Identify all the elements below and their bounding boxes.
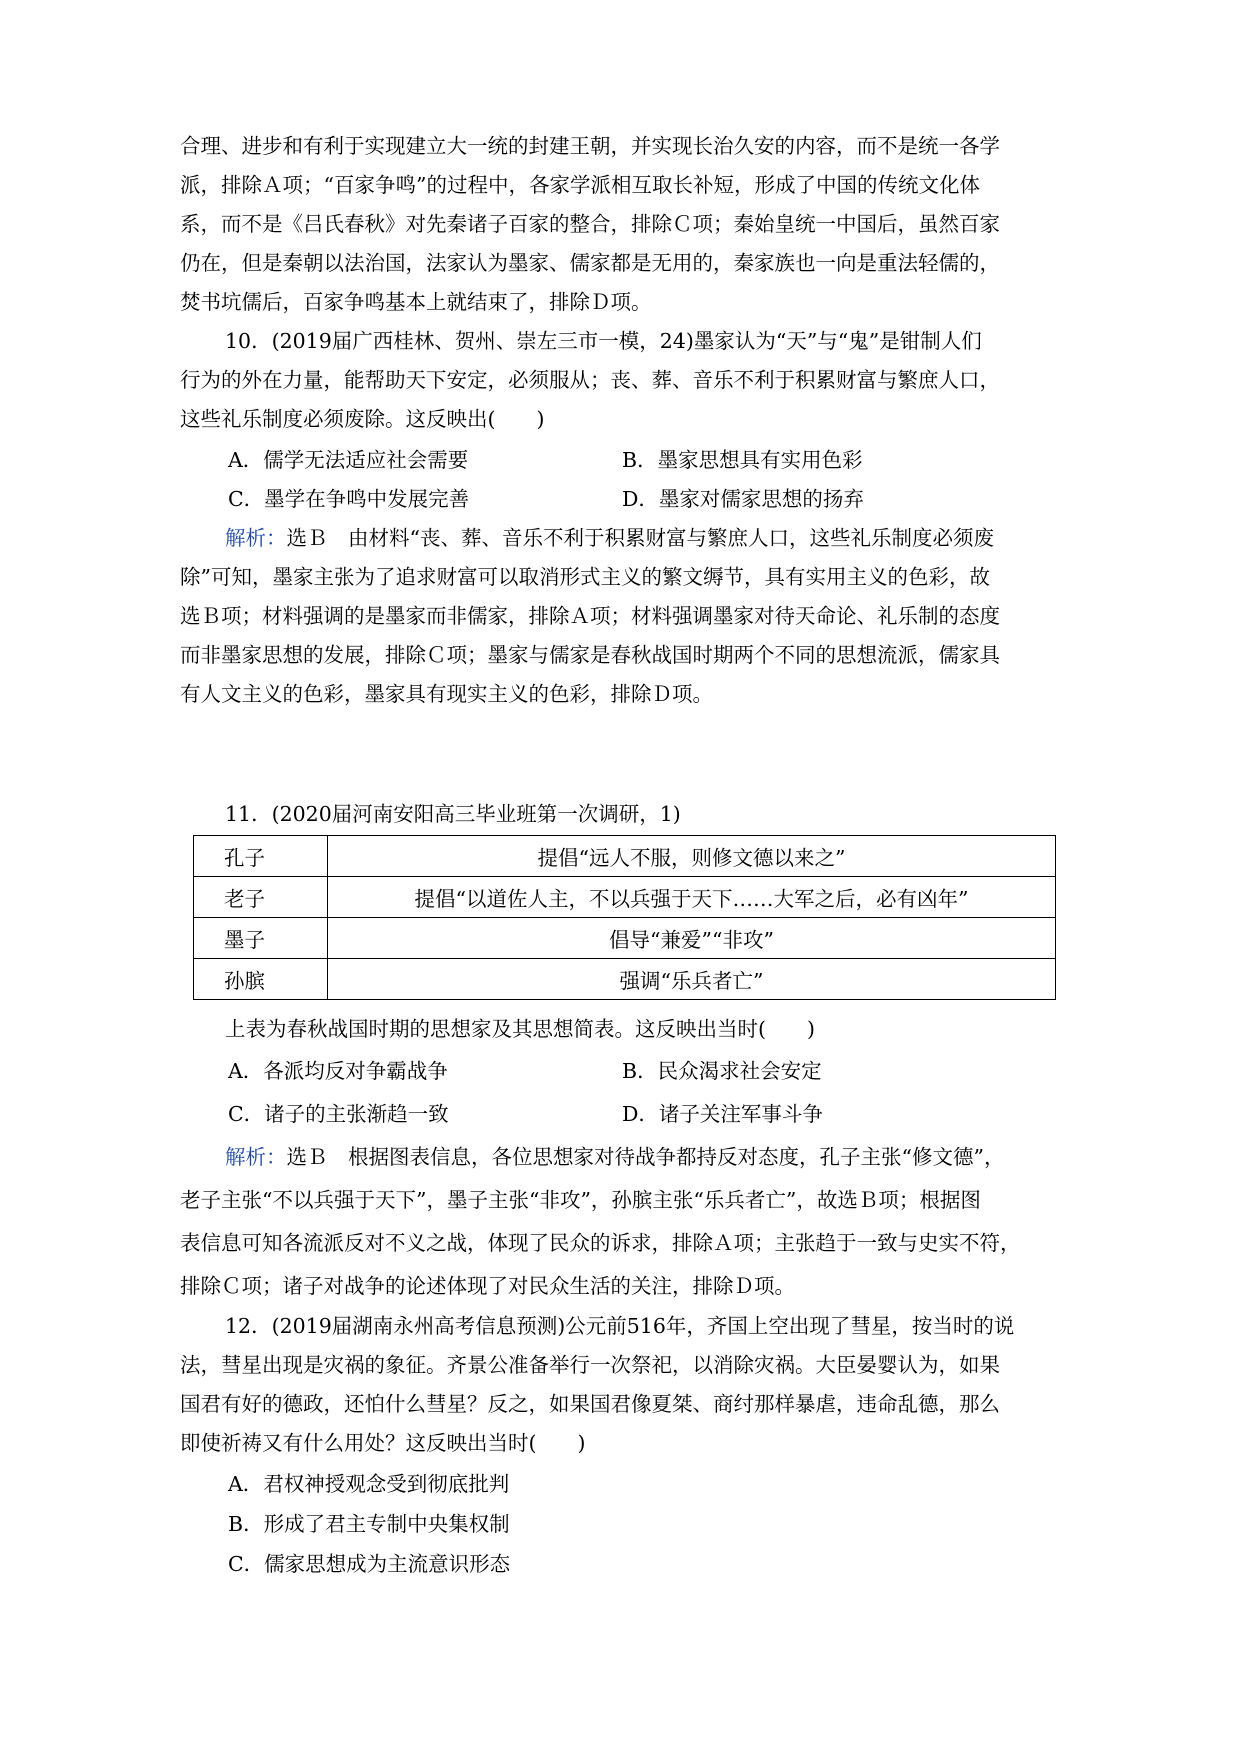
- q10-option-c: C．墨学在争鸣中发展完善: [228, 487, 470, 511]
- q11-analysis-line-4: 排除Ｃ项；诸子对战争的论述体现了对民众生活的关注，排除Ｄ项。: [180, 1274, 795, 1298]
- q12-stem-line-3: 国君有好的德政，还怕什么彗星？反之，如果国君像夏桀、商纣那样暴虐，违命乱德，那么: [180, 1392, 1000, 1416]
- q11-option-b: B．民众渴求社会安定: [622, 1059, 822, 1083]
- thinker-idea: 倡导“兼爱”“非攻”: [328, 918, 1056, 959]
- q10-stem-line-1: 10．(2019届广西桂林、贺州、崇左三市一模，24)墨家认为“天”与“鬼”是钳制人们: [225, 329, 982, 353]
- q11-option-c: C．诸子的主张渐趋一致: [228, 1102, 449, 1126]
- q11-analysis-text: 选Ｂ 根据图表信息，各位思想家对待战争都持反对态度，孔子主张“修文德”，: [286, 1145, 1005, 1169]
- q11-analysis-line-3: 表信息可知各流派反对不义之战，体现了民众的诉求，排除Ａ项；主张趋于一致与史实不符，: [180, 1231, 1021, 1255]
- table-row: [194, 918, 1056, 959]
- q12-stem-line-4: 即使祈祷又有什么用处？这反映出当时( ): [180, 1431, 586, 1455]
- thinker-idea: 强调“乐兵者亡”: [328, 959, 1056, 1000]
- q11-analysis-line-2: 老子主张“不以兵强于天下”，墨子主张“非攻”，孙膑主张“乐兵者亡”，故选Ｂ项；根据图: [180, 1188, 981, 1212]
- q10-analysis-text: 选Ｂ 由材料“丧、葬、音乐不利于积累财富与繁庶人口，这些礼乐制度必须废: [286, 526, 994, 550]
- q11-header: 11．(2020届河南安阳高三毕业班第一次调研，1): [225, 802, 681, 826]
- q10-stem-line-3: 这些礼乐制度必须废除。这反映出( ): [180, 407, 545, 431]
- q11-option-a: A．各派均反对争霸战争: [228, 1059, 448, 1083]
- q10-analysis-line-2: 除”可知，墨家主张为了追求财富可以取消形式主义的繁文缛节，具有实用主义的色彩，故: [180, 565, 990, 589]
- q12-option-a: A．君权神授观念受到彻底批判: [228, 1472, 510, 1496]
- q10-analysis-label: 解析：: [225, 526, 287, 550]
- q10-stem-line-2: 行为的外在力量，能帮助天下安定，必须服从；丧、葬、音乐不利于积累财富与繁庶人口，: [180, 368, 1000, 392]
- q10-option-a: A．儒学无法适应社会需要: [228, 448, 469, 472]
- intro-line-2: 派，排除Ａ项；“百家争鸣”的过程中，各家学派相互取长补短，形成了中国的传统文化体: [180, 173, 980, 197]
- q12-option-c: C．儒家思想成为主流意识形态: [228, 1552, 511, 1576]
- q10-analysis-line-4: 而非墨家思想的发展，排除Ｃ项；墨家与儒家是春秋战国时期两个不同的思想流派，儒家具: [180, 643, 1000, 667]
- table-row: [194, 836, 1056, 877]
- q11-analysis-label: 解析：: [225, 1145, 287, 1169]
- intro-line-5: 焚书坑儒后，百家争鸣基本上就结束了，排除Ｄ项。: [180, 290, 652, 314]
- intro-line-3: 系，而不是《吕氏春秋》对先秦诸子百家的整合，排除Ｃ项；秦始皇统一中国后，虽然百家: [180, 212, 1000, 236]
- q12-stem-line-2: 法，彗星出现是灾祸的象征。齐景公准备举行一次祭祀，以消除灾祸。大臣晏婴认为，如果: [180, 1353, 1000, 1377]
- q10-analysis-line-3: 选Ｂ项；材料强调的是墨家而非儒家，排除Ａ项；材料强调墨家对待天命论、礼乐制的态度: [180, 604, 1000, 628]
- thinker-name: 墨子: [194, 918, 328, 959]
- q11-option-d: D．诸子关注军事斗争: [622, 1102, 823, 1126]
- intro-line-4: 仍在，但是秦朝以法治国，法家认为墨家、儒家都是无用的，秦家族也一向是重法轻儒的，: [180, 251, 1000, 275]
- thinker-idea: 提倡“远人不服，则修文德以来之”: [328, 836, 1056, 877]
- intro-line-1: 合理、进步和有利于实现建立大一统的封建王朝，并实现长治久安的内容，而不是统一各学: [180, 134, 1000, 158]
- q11-analysis-line-1: [225, 1138, 1115, 1177]
- q10-analysis-line-5: 有人文主义的色彩，墨家具有现实主义的色彩，排除Ｄ项。: [180, 682, 713, 706]
- thinker-idea: 提倡“以道佐人主，不以兵强于天下……大军之后，必有凶年”: [328, 877, 1056, 918]
- table-row: [194, 877, 1056, 918]
- q12-stem-line-1: 12．(2019届湖南永州高考信息预测)公元前516年，齐国上空出现了彗星，按当时的说: [225, 1314, 1015, 1338]
- q10-option-d: D．墨家对儒家思想的扬弃: [622, 487, 864, 511]
- q10-analysis-line-1: [225, 519, 1115, 558]
- q10-option-b: B．墨家思想具有实用色彩: [622, 448, 863, 472]
- table-row: [194, 959, 1056, 1000]
- q11-stem: 上表为春秋战国时期的思想家及其思想简表。这反映出当时( ): [225, 1017, 815, 1041]
- thinker-name: 孙膑: [194, 959, 328, 1000]
- thinker-name: 老子: [194, 877, 328, 918]
- thinker-name: 孔子: [194, 836, 328, 877]
- thinkers-table: [193, 835, 1056, 1000]
- q12-option-b: B．形成了君主专制中央集权制: [228, 1512, 510, 1536]
